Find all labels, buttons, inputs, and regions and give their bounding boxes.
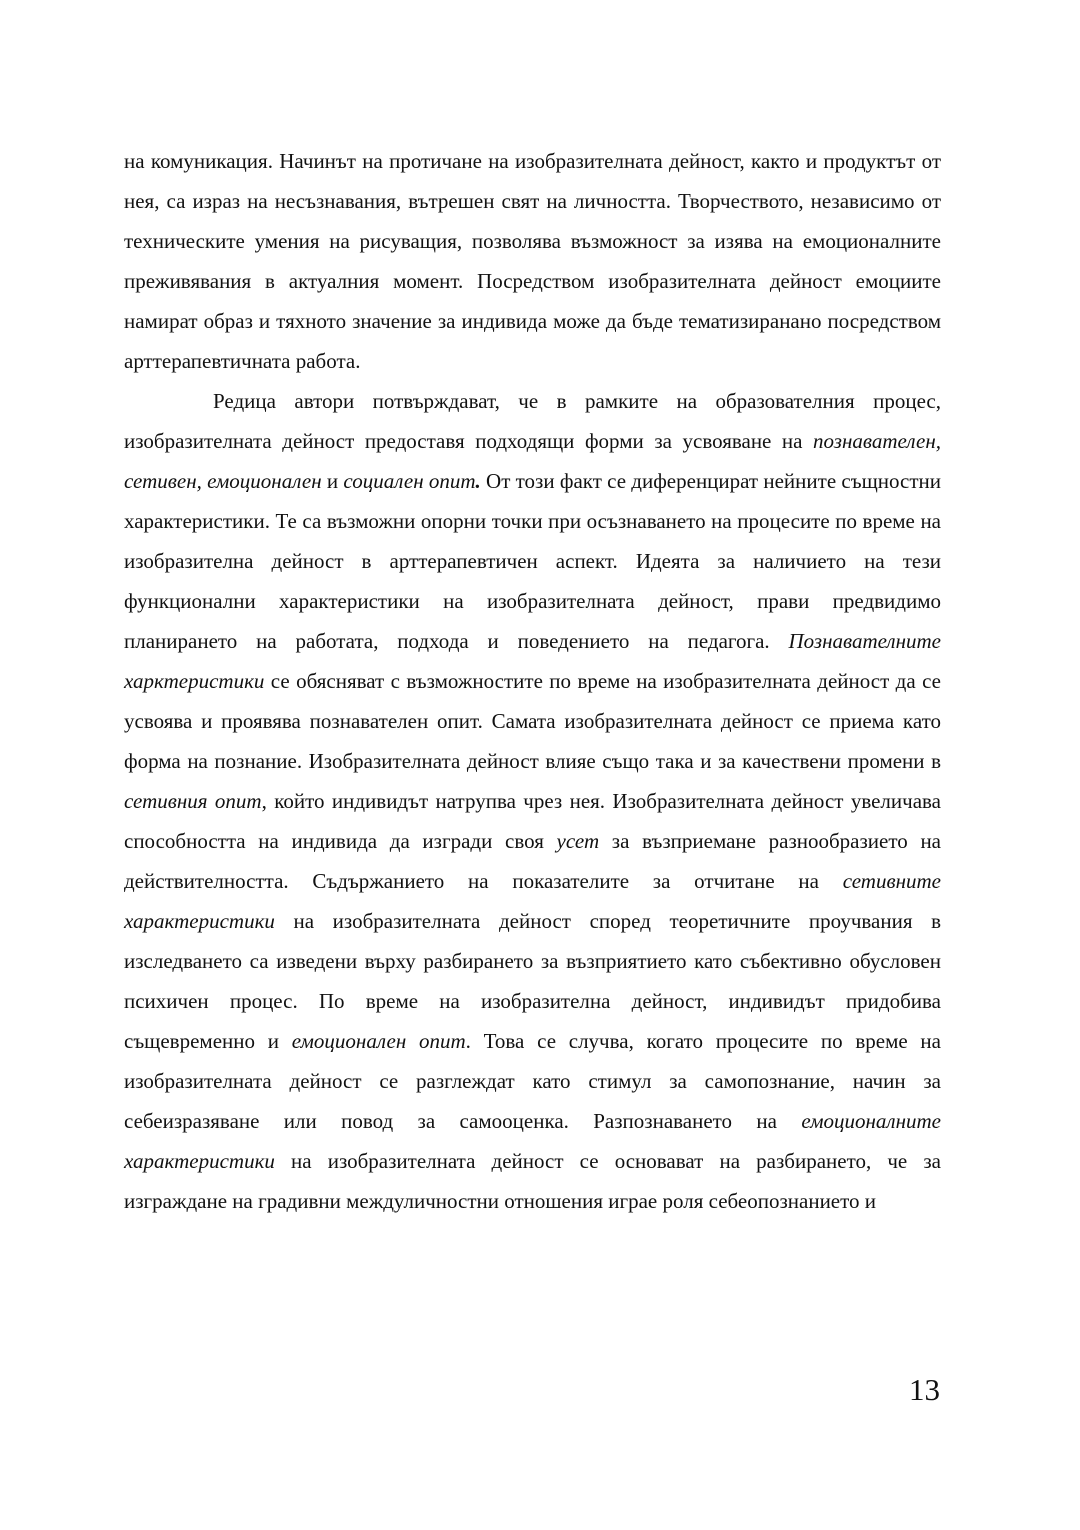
body-text bbox=[124, 141, 941, 1221]
paragraph-2-text: От този факт се диференцират нейните същностни характеристики. Те са възможни опорни точки при осъзнаването на процесите по време на изобразителна дейност в арттерапевтичен аспект. Идеята за наличието на тези функционални характеристики на изобразителната дейност, прави предвидимо планирането на работата, подхода и поведението на педагога. bbox=[124, 469, 941, 653]
paragraph-2-text: и bbox=[321, 469, 344, 493]
paragraph-2-text: на изобразителната дейност се основават на разбирането, че за изграждане на градивни междуличностни отношения играе роля себеопознанието и bbox=[124, 1149, 941, 1213]
emphasis-emotional-experience: емоционален опит bbox=[291, 1029, 466, 1053]
paragraph-2-text: на изобразителната дейност според теоретичните проучвания в изследването са изведени върху разбирането за възприятието като събективно обусловен психичен процес. По време на изобразителна дейност, индивидът придобива същевременно и bbox=[124, 909, 941, 1053]
paragraph-2-text: за възприемане разнообразието на действителността. Съдържанието на показателите за отчитане на bbox=[124, 829, 941, 893]
paragraph-2-text: се обясняват с възможностите по време на изобразителната дейност да се усвоява и проявява познавателен опит. Самата изобразителната дейност се приема като форма на познание. Изобразителната дейност влияе също така и за качествени промени в bbox=[124, 669, 941, 773]
paragraph-1: на комуникация. Начинът на протичане на изобразителната дейност, както и продуктът от нея, са израз на несъзнавания, вътрешен свят на личността. Творчеството, независимо от техническите умения на рисуващия, позволява възможност за изява на емоционалните преживявания в актуалния момент. Посредством изобразителната дейност емоциите намират образ и тяхното значение за индивида може да бъде тематизиранано посредством арттерапевтичната работа. bbox=[124, 149, 941, 373]
emphasis-sense: усет bbox=[556, 829, 600, 853]
paragraph-2-text: , който индивидът натрупва чрез нея. Изобразителната дейност увеличава способността на индивида да изгради своя bbox=[124, 789, 941, 853]
emphasis-sensory-characteristics: сетивните характеристики bbox=[124, 869, 941, 933]
paragraph-2-text: . Това се случва, когато процесите по време на изобразителната дейност се разглеждат като стимул за самопознание, начин за себеизразяване или повод за самооценка. Разпознаването на bbox=[124, 1029, 941, 1133]
emphasis-period: . bbox=[475, 469, 481, 493]
paragraph-2-text: Редица автори потвърждават, че в рамките на образователния процес, изобразителната дейност предоставя подходящи форми за усвояване на bbox=[124, 389, 941, 453]
emphasis-emotional-characteristics: емоционалните характеристики bbox=[124, 1109, 941, 1173]
emphasis-social-experience: социален опит bbox=[343, 469, 476, 493]
page-number: 13 bbox=[909, 1372, 940, 1407]
paragraph-2 bbox=[124, 381, 941, 1221]
emphasis-cognitive-characteristics: Познавателните харктеристики bbox=[124, 629, 941, 693]
emphasis-cognitive-sensory-emotional: познавателен, сетивен, емоционален bbox=[124, 429, 941, 493]
emphasis-sensory-experience: сетивния опит bbox=[124, 789, 262, 813]
